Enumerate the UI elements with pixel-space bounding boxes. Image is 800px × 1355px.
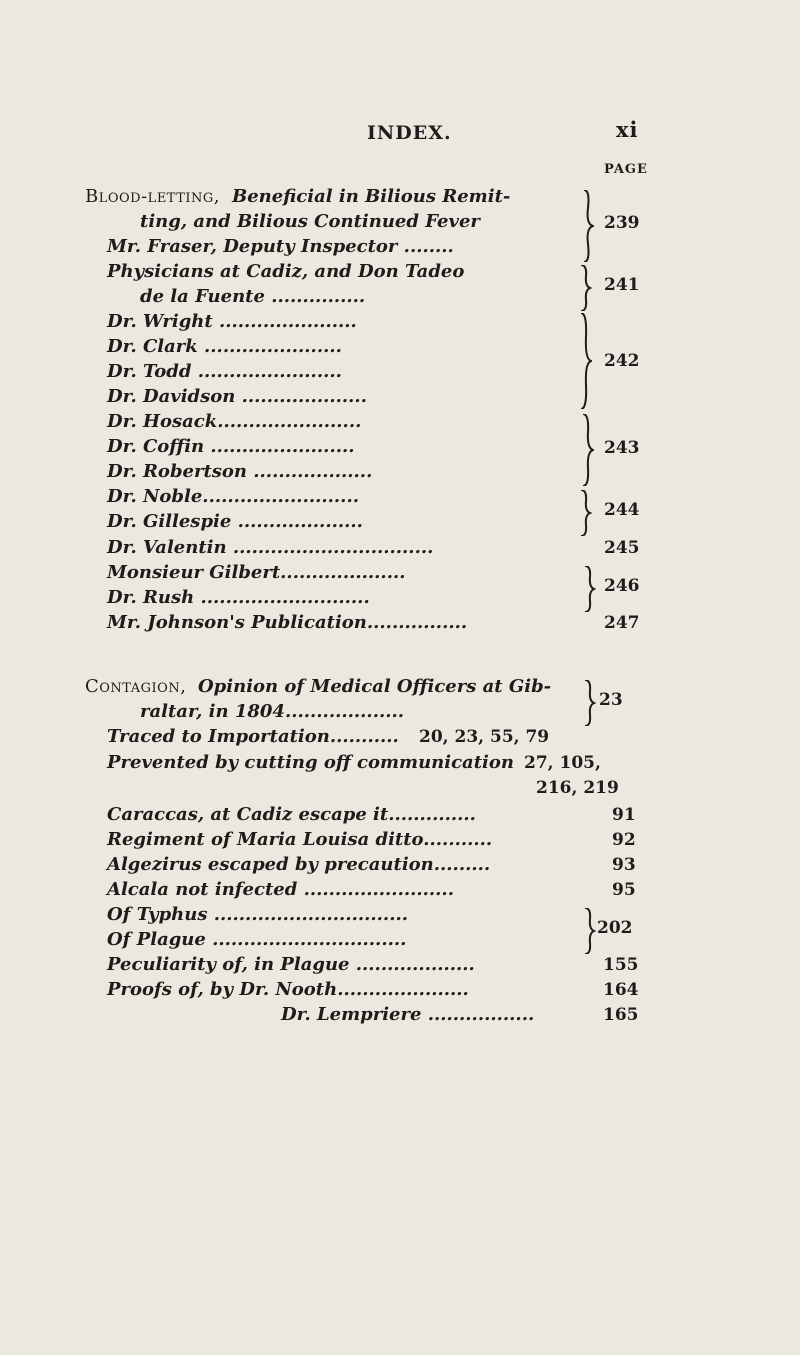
- entry-line: Mr. Fraser, Deputy Inspector ........: [107, 236, 454, 257]
- page-number: 244: [604, 500, 640, 520]
- brace-icon: [582, 908, 592, 954]
- entry-line: Dr. Rush ...........................: [107, 587, 370, 608]
- page-number: 242: [604, 351, 640, 371]
- brace-icon: [582, 566, 592, 612]
- entry-line: Caraccas, at Cadiz escape it..............: [107, 804, 476, 825]
- page-number: 239: [604, 213, 640, 233]
- entry-line: ting, and Bilious Continued Fever: [140, 211, 480, 232]
- entry-line: Dr. Clark ......................: [107, 336, 342, 357]
- page-number: 20, 23, 55, 79: [419, 727, 550, 747]
- page-number: 27, 105,: [524, 753, 601, 773]
- brace-icon: [578, 265, 588, 311]
- page-column-label: PAGE: [604, 162, 648, 177]
- brace-icon: [580, 190, 590, 262]
- page-number: 245: [604, 538, 640, 558]
- entry-line: Dr. Valentin ................................: [107, 537, 434, 558]
- page-number: 23: [599, 690, 623, 710]
- entry-line: Dr. Hosack.......................: [107, 411, 362, 432]
- contagion-heading: Contagion,: [85, 676, 187, 697]
- page-number: 246: [604, 576, 640, 596]
- running-head-folio: xi: [616, 117, 639, 142]
- page-number: 91: [612, 805, 636, 825]
- brace-icon: [578, 313, 588, 409]
- page-number: 164: [603, 980, 639, 1000]
- brace-icon: [578, 490, 588, 536]
- entry-line: Dr. Gillespie ....................: [107, 511, 363, 532]
- entry-line: Algezirus escaped by precaution.........: [107, 854, 491, 875]
- page-number: 165: [603, 1005, 639, 1025]
- running-head-title: INDEX.: [367, 122, 452, 144]
- entry-line: Prevented by cutting off communication: [107, 752, 514, 773]
- page-number: 247: [604, 613, 640, 633]
- page-number: 95: [612, 880, 636, 900]
- entry-line: Proofs of, by Dr. Nooth.....................: [107, 979, 469, 1000]
- entry-line: Opinion of Medical Officers at Gib-: [198, 676, 552, 697]
- page-number: 155: [603, 955, 639, 975]
- entry-line: Dr. Noble.........................: [107, 486, 359, 507]
- entry-line: Dr. Wright ......................: [107, 311, 357, 332]
- page-number: 92: [612, 830, 636, 850]
- entry-line: Dr. Robertson ...................: [107, 461, 373, 482]
- page-number: 216, 219: [536, 778, 619, 798]
- page-number: 243: [604, 438, 640, 458]
- page-number: 202: [597, 918, 633, 938]
- page-number: 93: [612, 855, 636, 875]
- entry-line: Beneficial in Bilious Remit-: [232, 186, 511, 207]
- brace-icon: [580, 414, 590, 486]
- entry-line: de la Fuente ...............: [140, 286, 366, 307]
- entry-line: Monsieur Gilbert....................: [107, 562, 406, 583]
- entry-line: Dr. Coffin .......................: [107, 436, 355, 457]
- entry-line: Peculiarity of, in Plague ...................: [107, 954, 475, 975]
- entry-line: Dr. Davidson ....................: [107, 386, 367, 407]
- entry-line: Alcala not infected ........................: [107, 879, 454, 900]
- blood-letting-heading: Blood-letting,: [85, 186, 221, 207]
- entry-line: Of Plague ...............................: [107, 929, 407, 950]
- brace-icon: [582, 680, 592, 726]
- entry-line: Dr. Lempriere .................: [281, 1004, 535, 1025]
- entry-line: raltar, in 1804...................: [140, 701, 405, 722]
- entry-line: Of Typhus ...............................: [107, 904, 408, 925]
- page-number: 241: [604, 275, 640, 295]
- entry-line: Traced to Importation...........: [107, 726, 399, 747]
- entry-line: Physicians at Cadiz, and Don Tadeo: [107, 261, 465, 282]
- entry-line: Mr. Johnson's Publication................: [107, 612, 468, 633]
- entry-line: Dr. Todd .......................: [107, 361, 342, 382]
- entry-line: Regiment of Maria Louisa ditto...........: [107, 829, 493, 850]
